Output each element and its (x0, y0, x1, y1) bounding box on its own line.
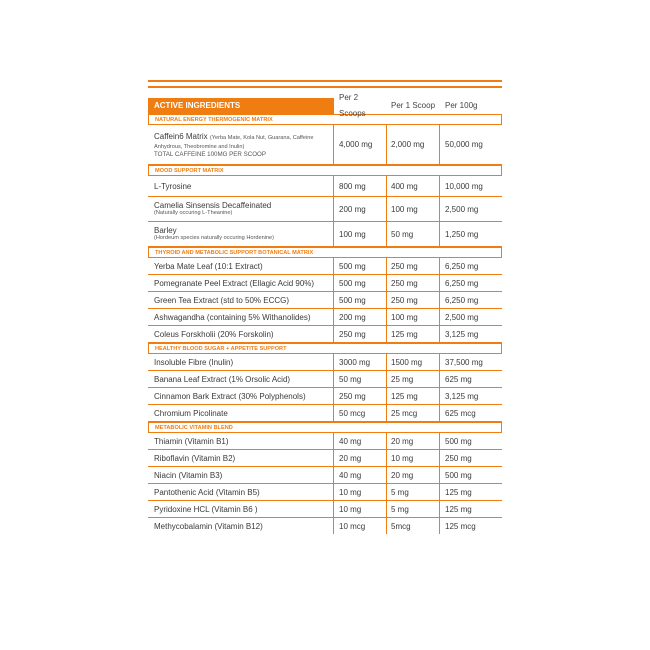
table-row (148, 292, 502, 309)
value-100g: 500 mg (445, 436, 472, 446)
table-row (148, 388, 502, 405)
value-100g: 125 mg (445, 487, 472, 497)
table-row (148, 176, 502, 197)
value-2-scoops: 40 mg (334, 467, 387, 483)
ingredient-name: Ashwagandha (containing 5% Withanolides) (148, 309, 334, 325)
section-title: MOOD SUPPORT MATRIX (148, 165, 502, 176)
table-row (148, 371, 502, 388)
value-100g: 3,125 mg (445, 391, 479, 401)
section-title: NATURAL ENERGY THERMOGENIC MATRIX (148, 114, 502, 125)
ingredient-name: Yerba Mate Leaf (10:1 Extract) (148, 258, 334, 274)
value-100g: 10,000 mg (445, 181, 483, 191)
table-row (148, 258, 502, 275)
value-100g: 1,250 mg (445, 229, 479, 239)
value-2-scoops: 20 mg (334, 450, 387, 466)
value-100g: 125 mcg (445, 521, 476, 531)
value-1-scoop: 250 mg (387, 275, 440, 291)
ingredient-note: (Yerba Mate, Kola Nut, Guarana, Caffeine Anhydrous, Theobromine and Inulin) (154, 134, 314, 150)
section-title: HEALTHY BLOOD SUGAR + APPETITE SUPPORT (148, 343, 502, 354)
value-2-scoops: 100 mg (334, 222, 387, 246)
value-1-scoop: 125 mg (387, 326, 440, 342)
value-100g: 625 mg (445, 374, 472, 384)
ingredient-name: Niacin (Vitamin B3) (148, 467, 334, 483)
section-title: THYROID AND METABOLIC SUPPORT BOTANICAL MATRIX (148, 247, 502, 258)
value-2-scoops: 250 mg (334, 388, 387, 404)
value-100g: 250 mg (445, 453, 472, 463)
value-1-scoop: 5 mg (387, 501, 440, 517)
ingredient-note: (Naturally occuring L-Theanine) (154, 210, 233, 217)
ingredient-name: Camelia Sinsensis Decaffeinated (154, 201, 272, 211)
value-100g: 50,000 mg (445, 140, 483, 149)
ingredient-name: Banana Leaf Extract (1% Orsolic Acid) (148, 371, 334, 387)
table-row (148, 518, 502, 534)
ingredient-name: Riboflavin (Vitamin B2) (148, 450, 334, 466)
table-row (148, 197, 502, 222)
value-1-scoop: 10 mg (387, 450, 440, 466)
value-1-scoop: 100 mg (387, 309, 440, 325)
value-2-scoops: 3000 mg (334, 354, 387, 370)
table-row (148, 501, 502, 518)
value-1-scoop: 2,000 mg (387, 125, 440, 164)
table-row (148, 125, 502, 165)
ingredient-name: Caffein6 Matrix (154, 131, 208, 141)
value-2-scoops: 250 mg (334, 326, 387, 342)
value-2-scoops: 4,000 mg (334, 125, 387, 164)
value-2-scoops: 50 mcg (334, 405, 387, 421)
value-1-scoop: 100 mg (387, 197, 440, 221)
value-1-scoop: 1500 mg (387, 354, 440, 370)
supplement-facts-label (148, 76, 502, 570)
value-1-scoop: 20 mg (387, 433, 440, 449)
value-2-scoops: 200 mg (334, 197, 387, 221)
value-1-scoop: 250 mg (387, 292, 440, 308)
ingredient-subnote: TOTAL CAFFEINE 100MG PER SCOOP (154, 150, 266, 158)
ingredient-name: Cinnamon Bark Extract (30% Polyphenols) (148, 388, 334, 404)
value-2-scoops: 500 mg (334, 258, 387, 274)
value-1-scoop: 20 mg (387, 467, 440, 483)
value-2-scoops: 40 mg (334, 433, 387, 449)
col-per-2-scoops: Per 2 Scoops (339, 93, 366, 118)
value-1-scoop: 125 mg (387, 388, 440, 404)
value-100g: 500 mg (445, 470, 472, 480)
value-1-scoop: 25 mg (387, 371, 440, 387)
value-1-scoop: 5mcg (387, 518, 440, 534)
ingredient-name: Insoluble Fibre (Inulin) (148, 354, 334, 370)
ingredient-name: Methycobalamin (Vitamin B12) (148, 518, 334, 534)
table-row (148, 433, 502, 450)
value-1-scoop: 400 mg (387, 176, 440, 196)
value-100g: 6,250 mg (445, 278, 479, 288)
value-100g: 3,125 mg (445, 329, 479, 339)
value-1-scoop: 5 mg (387, 484, 440, 500)
ingredient-name: Chromium Picolinate (148, 405, 334, 421)
ingredient-name: L-Tyrosine (148, 176, 334, 196)
ingredient-name: Pomegranate Peel Extract (Ellagic Acid 90%) (148, 275, 334, 291)
value-1-scoop: 250 mg (387, 258, 440, 274)
top-stripe (148, 86, 502, 88)
ingredients-table (148, 93, 502, 534)
active-ingredients-heading: ACTIVE INGREDIENTS (148, 98, 334, 114)
value-2-scoops: 10 mg (334, 484, 387, 500)
value-2-scoops: 500 mg (334, 275, 387, 291)
table-row (148, 405, 502, 422)
ingredient-note: (Hordeum species naturally occuring Hordenine) (154, 235, 275, 242)
value-100g: 37,500 mg (445, 357, 483, 367)
ingredient-name: Green Tea Extract (std to 50% ECCG) (148, 292, 334, 308)
table-row (148, 354, 502, 371)
value-2-scoops: 50 mg (334, 371, 387, 387)
value-2-scoops: 800 mg (334, 176, 387, 196)
value-100g: 2,500 mg (445, 312, 479, 322)
table-row (148, 450, 502, 467)
top-stripe (148, 80, 502, 82)
value-1-scoop: 50 mg (387, 222, 440, 246)
col-per-100g: Per 100g (445, 101, 478, 110)
ingredient-name: Thiamin (Vitamin B1) (148, 433, 334, 449)
value-2-scoops: 10 mg (334, 501, 387, 517)
table-row (148, 309, 502, 326)
table-row (148, 275, 502, 292)
value-100g: 6,250 mg (445, 295, 479, 305)
value-100g: 625 mcg (445, 408, 476, 418)
ingredient-name: Pantothenic Acid (Vitamin B5) (148, 484, 334, 500)
value-100g: 125 mg (445, 504, 472, 514)
value-2-scoops: 200 mg (334, 309, 387, 325)
value-2-scoops: 500 mg (334, 292, 387, 308)
table-row (148, 222, 502, 247)
value-1-scoop: 25 mcg (387, 405, 440, 421)
table-header (148, 93, 502, 118)
col-per-1-scoop: Per 1 Scoop (391, 101, 436, 110)
table-row (148, 326, 502, 343)
table-row (148, 484, 502, 501)
ingredient-name: Pyridoxine HCL (Vitamin B6 ) (148, 501, 334, 517)
ingredient-name: Coleus Forskholii (20% Forskolin) (148, 326, 334, 342)
value-2-scoops: 10 mcg (334, 518, 387, 534)
section-title: METABOLIC VITAMIN BLEND (148, 422, 502, 433)
value-100g: 2,500 mg (445, 204, 479, 214)
table-row (148, 467, 502, 484)
ingredient-name: Barley (154, 226, 177, 236)
value-100g: 6,250 mg (445, 261, 479, 271)
